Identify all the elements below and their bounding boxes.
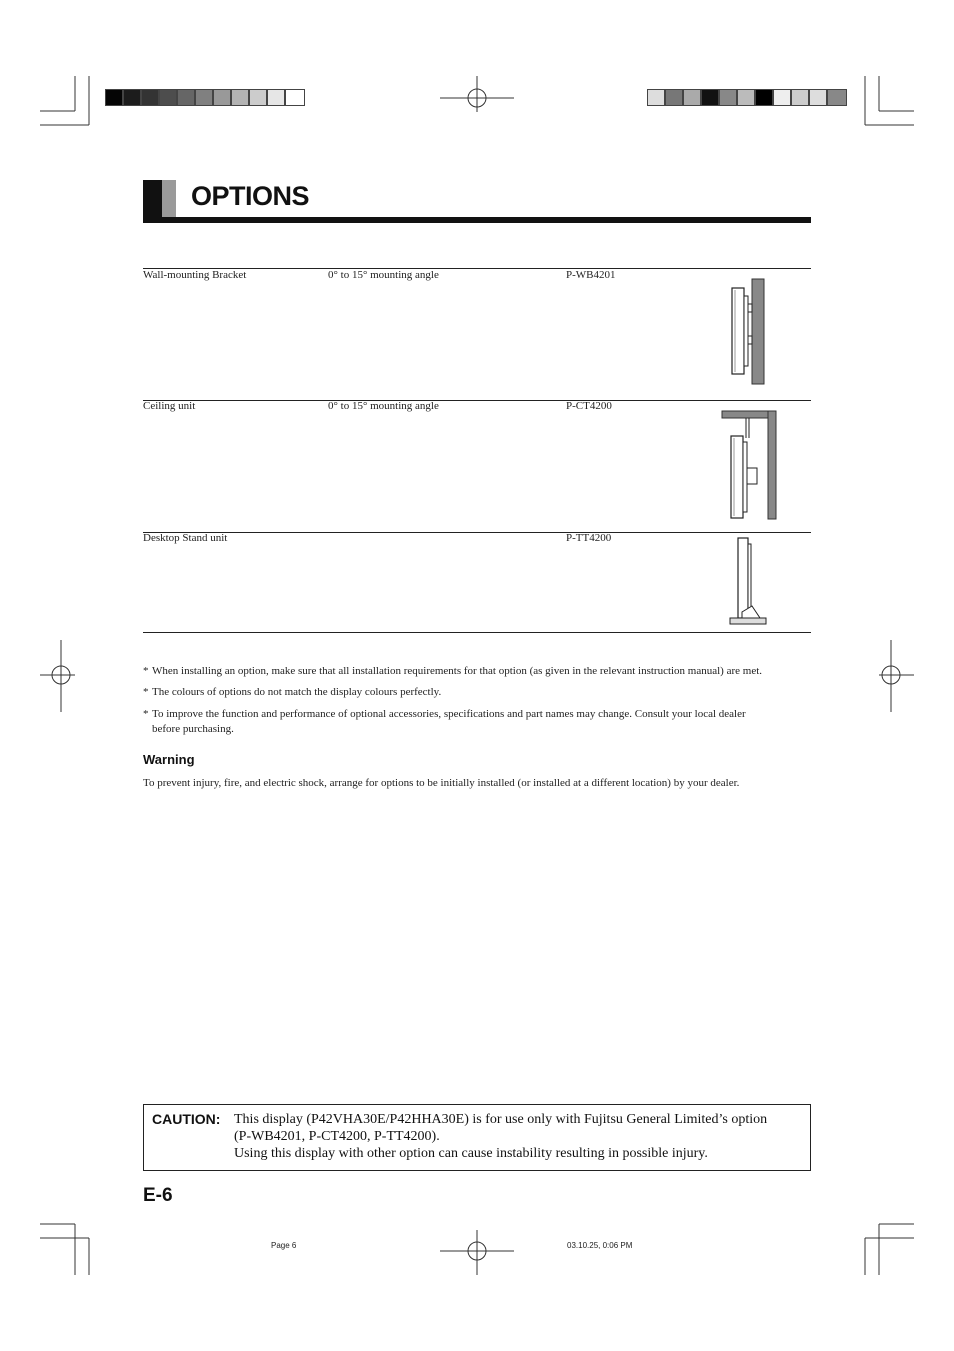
option-model: P-WB4201	[566, 269, 616, 281]
caution-label: CAUTION:	[152, 1111, 221, 1127]
note-item	[143, 685, 813, 700]
title-tab-dark	[143, 180, 162, 218]
note-marker: *	[143, 686, 149, 698]
table-rule	[143, 532, 811, 533]
wall-mount-illustration	[720, 276, 780, 388]
caution-text-line: Using this display with other option can cause instability resulting in possible injury.	[234, 1146, 708, 1161]
desktop-stand-illustration	[724, 536, 774, 628]
option-model: P-TT4200	[566, 532, 612, 544]
title-tab-light	[162, 180, 176, 218]
option-description: 0° to 15° mounting angle	[328, 400, 439, 412]
note-item	[143, 707, 813, 737]
footer-timestamp: 03.10.25, 0:06 PM	[567, 1241, 633, 1250]
note-item	[143, 664, 813, 679]
note-text: To improve the function and performance of optional accessories, specifications and part names may change. Consult your local dealer	[152, 708, 746, 720]
table-rule	[143, 400, 811, 401]
option-description: 0° to 15° mounting angle	[328, 269, 439, 281]
ceiling-mount-illustration	[718, 408, 780, 522]
title-underline	[143, 217, 811, 223]
warning-heading: Warning	[143, 752, 195, 767]
note-text: When installing an option, make sure that all installation requirements for that option (as given in the relevant instruction manual) are met.	[152, 665, 763, 677]
option-name: Wall-mounting Bracket	[143, 269, 247, 281]
warning-text: To prevent injury, fire, and electric shock, arrange for options to be initially installed (or installed at a different location) by your dealer.	[143, 777, 740, 789]
footer-page-label: Page 6	[271, 1241, 297, 1250]
note-text-continued: before purchasing.	[152, 723, 234, 735]
note-text: The colours of options do not match the display colours perfectly.	[152, 686, 442, 698]
caution-text-line: (P-WB4201, P-CT4200, P-TT4200).	[234, 1129, 440, 1144]
note-marker: *	[143, 665, 149, 677]
table-rule	[143, 632, 811, 633]
option-model: P-CT4200	[566, 400, 612, 412]
page-title: OPTIONS	[191, 181, 310, 211]
page-number: E-6	[143, 1185, 173, 1206]
option-name: Desktop Stand unit	[143, 532, 228, 544]
option-name: Ceiling unit	[143, 400, 196, 412]
caution-text-line: This display (P42VHA30E/P42HHA30E) is for use only with Fujitsu General Limited’s option	[234, 1112, 768, 1127]
note-marker: *	[143, 708, 149, 720]
